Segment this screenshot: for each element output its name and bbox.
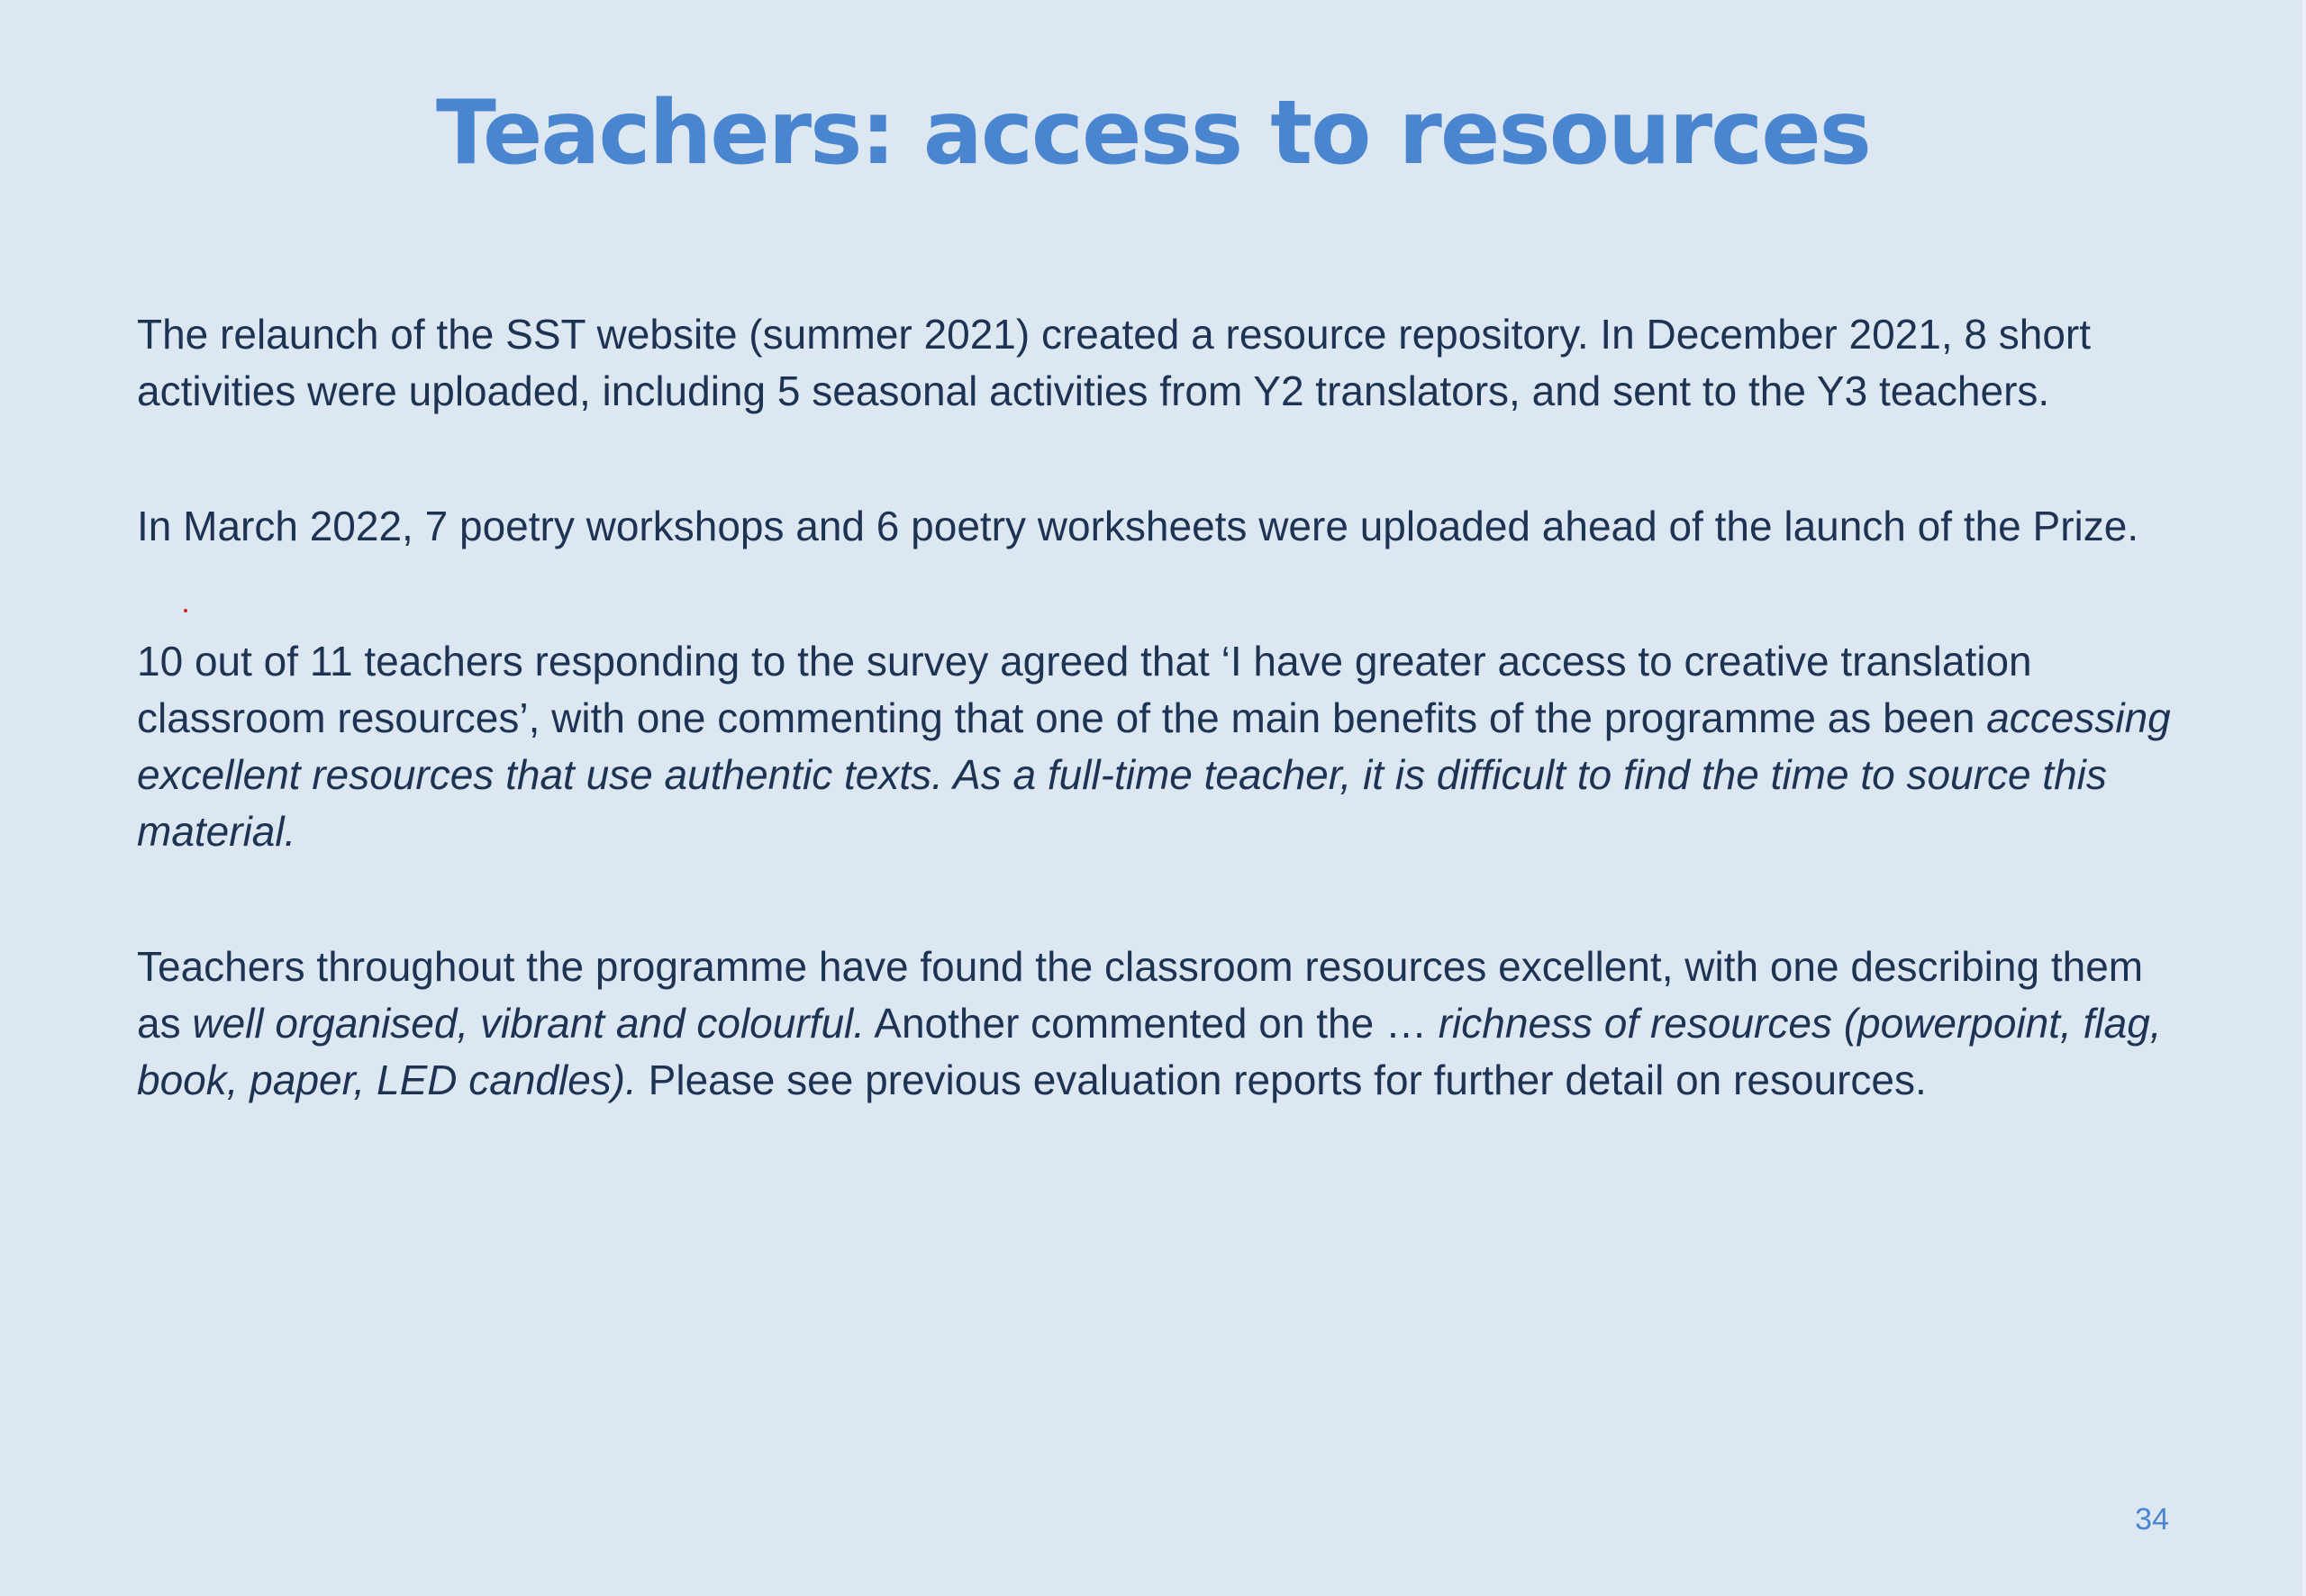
paragraph-poetry-workshops-text: In March 2022, 7 poetry workshops and 6 poetry worksheets were uploaded ahead of the launch of the Prize. [137, 503, 2139, 549]
paragraph-website-relaunch [137, 306, 2191, 420]
teacher-quote-well-organised: well organised, vibrant and colourful. [192, 1000, 866, 1047]
teacher-quote-richness: richness of resources (powerpoint, flag, book, paper, LED candles). [137, 1000, 2162, 1103]
paragraph-poetry-workshops [137, 498, 2191, 555]
slide-title: Teachers: access to resources [435, 82, 1871, 185]
slide-body [137, 306, 2191, 1187]
slide-edge-divider [2302, 0, 2306, 1596]
paragraph-classroom-resources-text-a: Teachers throughout the programme have found the classroom resources excellent, with one describing them as [137, 943, 2144, 1047]
slide-page-number: 34 [2135, 1502, 2169, 1537]
paragraph-classroom-resources-text-c: Please see previous evaluation reports for further detail on resources. [636, 1056, 1927, 1103]
paragraph-classroom-resources-text-b: Another commented on the … [865, 1000, 1439, 1047]
spellcheck-marker [184, 609, 187, 612]
paragraph-survey-results [137, 633, 2191, 860]
paragraph-survey-results-text: 10 out of 11 teachers responding to the survey agreed that ‘I have greater access to creative translation classroom resources’, with one commenting that one of the main benefits of the programme as been [137, 638, 2032, 741]
paragraph-website-relaunch-text: The relaunch of the SST website (summer 2021) created a resource repository. In December 2021, 8 short activities were uploaded, including 5 seasonal activities from Y2 translators, and sent to the Y3 teachers. [137, 311, 2092, 414]
paragraph-classroom-resources [137, 939, 2191, 1109]
teacher-quote-authentic-texts: accessing excellent resources that use authentic texts. As a full-time teacher, it is difficult to find the time to source this material. [137, 694, 2171, 855]
